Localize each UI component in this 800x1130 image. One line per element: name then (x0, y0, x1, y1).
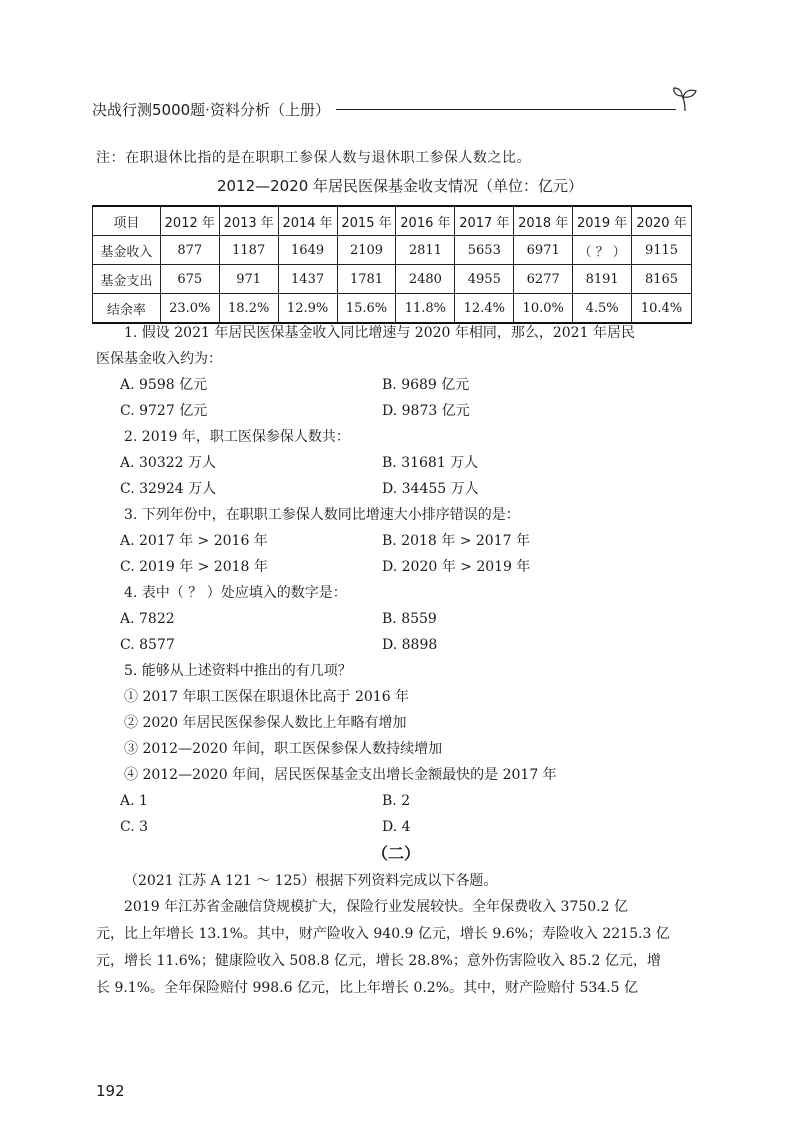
passage (96, 894, 696, 1002)
header-cell: 2016 年 (396, 206, 455, 236)
option-d: D. 34455 万人 (382, 481, 479, 497)
table-cell: 2480 (396, 265, 455, 294)
sprout-icon (670, 83, 700, 113)
passage-line: 元，比上年增长 13.1%。其中，财产险收入 940.9 亿元，增长 9.6%；寿险收入 2215.3 亿 (96, 926, 670, 942)
option-row (96, 450, 696, 476)
table-header-row (93, 206, 692, 236)
header-cell: 2020 年 (632, 206, 692, 236)
option-c: C. 2019 年 > 2018 年 (120, 559, 268, 575)
table-cell: 6971 (514, 236, 573, 265)
table-cell: 10.4% (632, 294, 692, 324)
option-row (96, 632, 696, 658)
option-c: C. 9727 亿元 (120, 403, 208, 419)
statement-3: ③ 2012—2020 年间，职工医保参保人数持续增加 (124, 741, 443, 757)
option-b: B. 9689 亿元 (382, 377, 470, 393)
table-cell: （ ？ ） (573, 236, 632, 265)
option-a: A. 9598 亿元 (120, 377, 208, 393)
option-d: D. 4 (382, 819, 411, 835)
option-c: C. 32924 万人 (120, 481, 217, 497)
option-row (96, 372, 696, 398)
passage-line: 2019 年江苏省金融信贷规模扩大，保险行业发展较快。全年保费收入 3750.2 亿 (124, 899, 628, 915)
option-a: A. 1 (120, 793, 148, 809)
table-cell: 12.9% (278, 294, 337, 324)
option-a: A. 2017 年 > 2016 年 (120, 533, 268, 549)
table-row (93, 294, 692, 324)
table-note: 注：在职退休比指的是在职职工参保人数与退休职工参保人数之比。 (96, 150, 531, 166)
question-stem: 3. 下列年份中，在职职工参保人数同比增速大小排序错误的是： (124, 507, 520, 523)
question-stem: 5. 能够从上述资料中推出的有几项？ (124, 663, 352, 679)
header-cell: 项目 (93, 206, 161, 236)
table-cell: 8191 (573, 265, 632, 294)
table-cell: 23.0% (160, 294, 219, 324)
section-title: （二） (371, 844, 420, 863)
header-cell: 2019 年 (573, 206, 632, 236)
option-row (96, 554, 696, 580)
table-cell: 1649 (278, 236, 337, 265)
option-c: C. 8577 (120, 637, 175, 653)
option-d: D. 2020 年 > 2019 年 (382, 559, 531, 575)
table-cell: 5653 (455, 236, 514, 265)
page-number: 192 (96, 1082, 125, 1100)
header-rule (336, 109, 676, 110)
table-row (93, 265, 692, 294)
option-row (96, 398, 696, 424)
table-cell: 1187 (219, 236, 278, 265)
statement-1: ① 2017 年职工医保在职退休比高于 2016 年 (124, 689, 410, 705)
option-row (96, 814, 696, 840)
table-cell: 11.8% (396, 294, 455, 324)
table-title: 2012—2020 年居民医保基金收支情况（单位：亿元） (216, 177, 584, 195)
table-cell: 10.0% (514, 294, 573, 324)
option-row (96, 528, 696, 554)
option-b: B. 2018 年 > 2017 年 (382, 533, 530, 549)
table-cell: 675 (160, 265, 219, 294)
table-cell: 877 (160, 236, 219, 265)
table-cell: 9115 (632, 236, 692, 265)
table-cell: 15.6% (337, 294, 396, 324)
option-row (96, 788, 696, 814)
section-intro: （2021 江苏 A 121 ～ 125）根据下列资料完成以下各题。 (124, 873, 498, 889)
option-b: B. 8559 (382, 611, 437, 627)
table-cell: 4955 (455, 265, 514, 294)
table-cell: 4.5% (573, 294, 632, 324)
header-cell: 2012 年 (160, 206, 219, 236)
page-header (92, 97, 692, 121)
header-cell: 2014 年 (278, 206, 337, 236)
passage-line: 元，增长 11.6%；健康险收入 508.8 亿元，增长 28.8%；意外伤害险收入 85.2 亿元，增 (96, 953, 661, 969)
header-cell: 2017 年 (455, 206, 514, 236)
table-cell: 1437 (278, 265, 337, 294)
question-stem-cont: 医保基金收入约为： (96, 351, 222, 367)
option-b: B. 31681 万人 (382, 455, 479, 471)
table-cell: 6277 (514, 265, 573, 294)
question-stem: 2. 2019 年，职工医保参保人数共： (124, 429, 350, 445)
option-d: D. 8898 (382, 637, 438, 653)
header-cell: 2015 年 (337, 206, 396, 236)
table-cell: 18.2% (219, 294, 278, 324)
option-row (96, 476, 696, 502)
option-a: A. 7822 (120, 611, 175, 627)
table-cell: 1781 (337, 265, 396, 294)
book-title: 决战行测5000题·资料分析（上册） (92, 101, 330, 119)
statement-4: ④ 2012—2020 年间，居民医保基金支出增长金额最快的是 2017 年 (124, 767, 557, 783)
header-cell: 2018 年 (514, 206, 573, 236)
row-label: 基金支出 (93, 265, 161, 294)
table-row (93, 236, 692, 265)
table-cell: 971 (219, 265, 278, 294)
table-cell: 12.4% (455, 294, 514, 324)
option-c: C. 3 (120, 819, 149, 835)
row-label: 基金收入 (93, 236, 161, 265)
passage-line: 长 9.1%。全年保险赔付 998.6 亿元，比上年增长 0.2%。其中，财产险赔付 534.5 亿 (96, 980, 638, 996)
header-cell: 2013 年 (219, 206, 278, 236)
option-b: B. 2 (382, 793, 411, 809)
statement-2: ② 2020 年居民医保参保人数比上年略有增加 (124, 715, 407, 731)
data-table (92, 205, 692, 324)
questions (96, 320, 696, 1002)
question-stem: 4. 表中（ ？ ）处应填入的数字是： (124, 585, 347, 601)
option-d: D. 9873 亿元 (382, 403, 470, 419)
option-a: A. 30322 万人 (120, 455, 216, 471)
question-stem: 1. 假设 2021 年居民医保基金收入同比增速与 2020 年相同，那么，2021 年居民 (124, 325, 635, 341)
table-cell: 8165 (632, 265, 692, 294)
table-cell: 2811 (396, 236, 455, 265)
row-label: 结余率 (93, 294, 161, 324)
option-row (96, 606, 696, 632)
table-cell: 2109 (337, 236, 396, 265)
